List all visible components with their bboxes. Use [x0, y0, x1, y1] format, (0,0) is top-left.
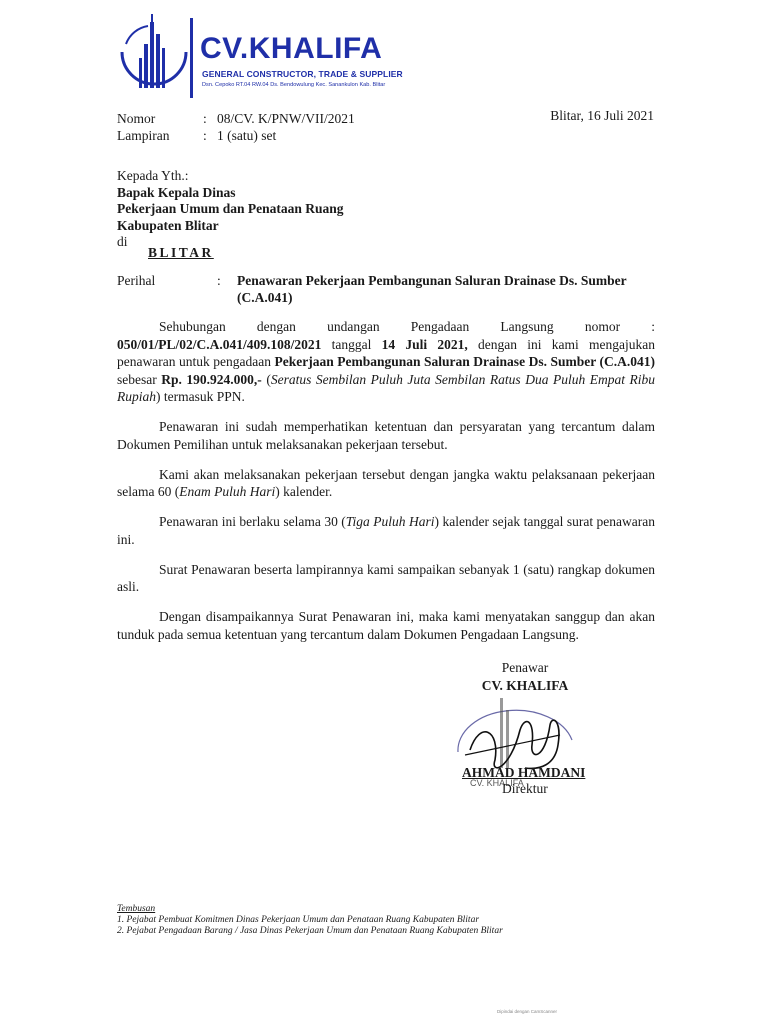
offer-amount: Rp. 190.924.000,-	[161, 371, 262, 387]
lampiran-row	[117, 127, 355, 144]
colon: :	[217, 273, 221, 288]
text-span: sebesar	[117, 371, 162, 387]
nomor-row	[117, 110, 355, 127]
text-span: Penawaran ini berlaku selama 30 (	[159, 514, 346, 529]
cc-item: 1. Pejabat Pembuat Komitmen Dinas Pekerjaan Umum dan Penataan Ruang Kabupaten Blitar	[117, 915, 480, 925]
letter-body	[117, 318, 655, 656]
recipient-line-4: di	[117, 234, 128, 249]
signature-company: CV. KHALIFA	[481, 678, 569, 693]
nomor-label: Nomor	[117, 111, 156, 126]
text-span: tanggal	[321, 336, 382, 352]
text-span: dengan ini kami mengajukan penawaran untuk pengadaan	[117, 336, 655, 369]
company-address: Dsn. Cepoko RT.04 RW.04 Ds. Bendowulung Kec. Sanankulon Kab. Blitar	[202, 82, 386, 88]
stamp-text: CV. KHALIFA	[470, 778, 524, 788]
invitation-number: 050/01/PL/02/C.A.041/409.108/2021	[117, 336, 322, 352]
company-logo-icon	[112, 14, 200, 98]
recipient-block	[117, 168, 344, 251]
invitation-date: 14 Juli 2021,	[381, 336, 468, 352]
work-title: Pekerjaan Pembangunan Saluran Drainase Ds. Sumber (C.A.041)	[274, 354, 655, 369]
subject-label: Perihal	[117, 273, 156, 288]
text-span: ) kalender sejak tanggal surat penawaran ini.	[117, 514, 655, 547]
letterhead-divider	[190, 18, 193, 98]
paragraph-6: Dengan disampaikannya Surat Penawaran ini, maka kami menyatakan sanggup dan akan tunduk pada semua ketentuan yang tercantum dalam Dokumen Pengadaan Langsung.	[117, 609, 655, 642]
recipient-city: BLITAR	[148, 245, 214, 260]
validity-words: Tiga Puluh Hari	[345, 514, 435, 529]
text-span: ) termasuk PPN.	[156, 389, 245, 404]
text-span: Sehubungan dengan undangan Pengadaan Langsung nomor :	[159, 319, 655, 334]
subject-row	[117, 272, 657, 306]
cc-item: 2. Pejabat Pengadaan Barang / Jasa Dinas Pekerjaan Umum dan Penataan Ruang Kabupaten Blitar	[117, 926, 503, 936]
lampiran-value: 1 (satu) set	[217, 128, 277, 143]
recipient-line-1: Bapak Kepala Dinas	[117, 184, 236, 200]
recipient-line-3: Kabupaten Blitar	[117, 217, 219, 233]
cc-header: Tembusan	[117, 904, 156, 914]
cc-block	[117, 904, 503, 937]
paragraph-4	[117, 513, 655, 548]
text-span: ) kalender.	[275, 484, 333, 499]
signer-name: AHMAD HAMDANI	[462, 765, 586, 780]
duration-words: Enam Puluh Hari	[179, 484, 276, 499]
nomor-value: 08/CV. K/PNW/VII/2021	[217, 111, 355, 126]
company-name: CV.KHALIFA	[200, 32, 383, 65]
signature-block	[445, 660, 605, 694]
company-tagline: GENERAL CONSTRUCTOR, TRADE & SUPPLIER	[202, 69, 403, 79]
greeting: Kepada Yth.:	[117, 168, 189, 183]
text-span: Kami akan melaksanakan pekerjaan tersebut dengan jangka waktu pelaksanaan pekerjaan selama 60 (	[117, 466, 655, 499]
paragraph-3	[117, 466, 655, 501]
signature-title: Penawar	[501, 660, 549, 675]
signer-role: Direktur	[502, 781, 548, 796]
scanner-watermark: Dipindai dengan CamScanner	[497, 1009, 558, 1014]
paragraph-5: Surat Penawaran beserta lampirannya kami sampaikan sebanyak 1 (satu) rangkap dokumen asli.	[117, 561, 655, 594]
amount-in-words: Seratus Sembilan Puluh Juta Sembilan Ratus Dua Puluh Empat Ribu Rupiah	[117, 371, 656, 404]
letter-meta	[117, 110, 355, 144]
colon: :	[203, 111, 207, 126]
recipient-line-2: Pekerjaan Umum dan Penataan Ruang	[117, 201, 344, 216]
lampiran-label: Lampiran	[117, 128, 170, 143]
paragraph-2: Penawaran ini sudah memperhatikan ketentuan dan persyaratan yang tercantum dalam Dokumen Pemilihan untuk melaksanakan pekerjaan tersebut.	[117, 419, 655, 452]
subject-text: Penawaran Pekerjaan Pembangunan Saluran Drainase Ds. Sumber (C.A.041)	[237, 273, 627, 305]
paragraph-1	[117, 318, 655, 406]
text-span: (	[261, 371, 271, 387]
colon: :	[203, 128, 207, 143]
letter-date: Blitar, 16 Juli 2021	[550, 108, 654, 123]
